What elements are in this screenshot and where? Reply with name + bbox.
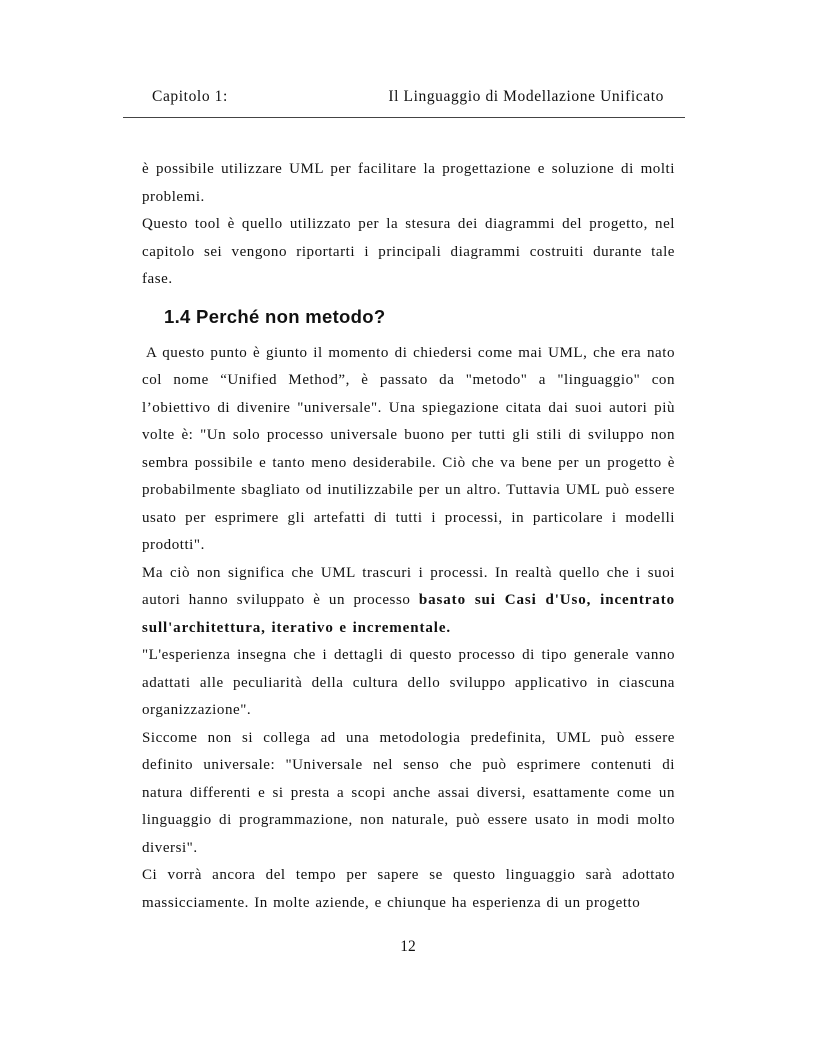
paragraph-section-2-text: Ma ciò non significa che UML trascuri i processi. In realtà quello che i suoi autori hanno sviluppato è un processo	[142, 564, 675, 608]
page-body	[142, 156, 675, 917]
paragraph-section-4: Siccome non si collega ad una metodologia predefinita, UML può essere definito universale: "Universale nel senso che può esprimere contenuti di natura differenti e si presta a scopi anche assai diversi, esattamente come un linguaggio di programmazione, non naturale, può essere usato in modi molto diversi".	[142, 729, 675, 856]
header-chapter: Capitolo 1:	[152, 88, 228, 105]
header-title: Il Linguaggio di Modellazione Unificato	[388, 88, 664, 105]
paragraph-section-1: A questo punto è giunto il momento di chiedersi come mai UML, che era nato col nome “Unified Method”, è passato da "metodo" a "linguaggio" con l’obiettivo di divenire "universale". Una spiegazione citata dai suoi autori più volte è: "Un solo processo universale buono per tutti gli stili di sviluppo non sembra possibile e tanto meno desiderabile. Ciò che va bene per un progetto è probabilmente sbagliato od inutilizzabile per un altro. Tuttavia UML può essere usato per esprimere gli artefatti di tutti i processi, in particolare i modelli prodotti".	[142, 344, 675, 553]
paragraph-section-3: "L'esperienza insegna che i dettagli di questo processo di tipo generale vanno adattati alle peculiarità della cultura dello sviluppo applicativo in ciascuna organizzazione".	[142, 647, 675, 718]
paragraph-section-2-bold: basato sui Casi d'Uso, incentrato sull'architettura, iterativo e incrementale.	[142, 592, 675, 636]
page-number: 12	[400, 938, 416, 955]
paragraph-intro-1: è possibile utilizzare UML per facilitare la progettazione e soluzione di molti problemi.	[142, 161, 675, 205]
paragraph-intro-2: Questo tool è quello utilizzato per la stesura dei diagrammi del progetto, nel capitolo sei vengono riportarti i principali diagrammi costruiti durante tale fase.	[142, 216, 675, 287]
header-rule	[123, 117, 685, 118]
paragraph-section-5: Ci vorrà ancora del tempo per sapere se questo linguaggio sarà adottato massicciamente. In molte aziende, e chiunque ha esperienza di un progetto	[142, 867, 675, 911]
running-header	[152, 88, 664, 110]
section-heading: 1.4 Perché non metodo?	[164, 305, 386, 327]
paragraph-section-2	[142, 560, 675, 643]
